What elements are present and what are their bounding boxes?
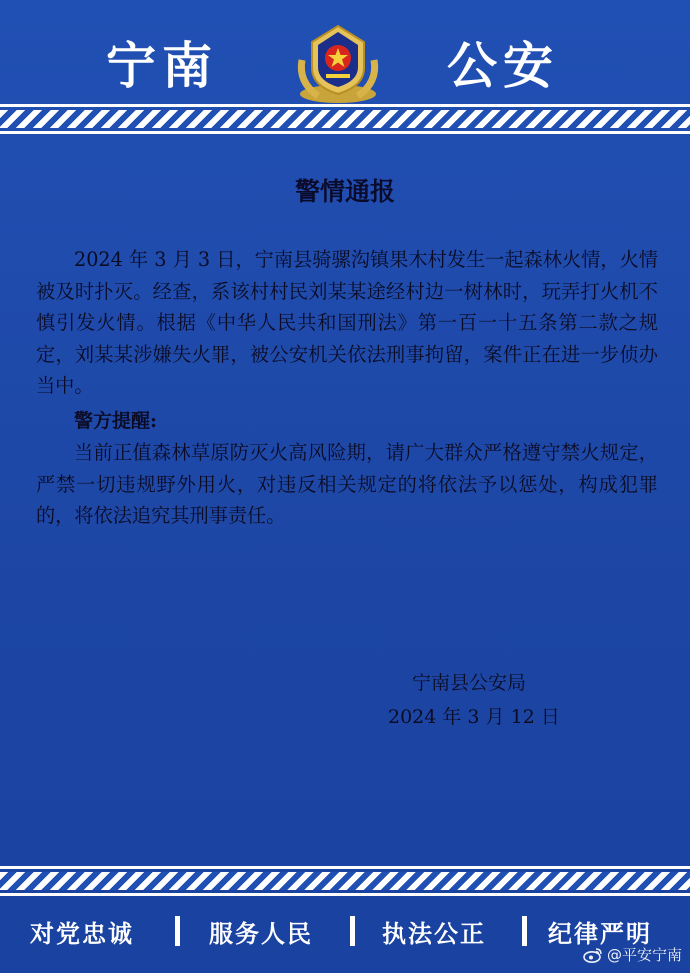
watermark-text: @平安宁南 [606,946,682,964]
divider-line [0,893,690,896]
notice-title: 警情通报 [294,177,395,206]
slogan-separator [522,916,527,946]
header-left-title: 宁南 [106,37,218,95]
slogan-justice: 执法公正 [382,920,486,948]
weibo-icon [583,947,603,963]
slogan-loyalty: 对党忠诚 [30,920,134,948]
slogan-discipline: 纪律严明 [548,920,652,948]
header-right-title: 公安 [447,37,559,95]
notice-paragraph-2: 当前正值森林草原防灭火高风险期，请广大群众严格遵守禁火规定，严禁一切违规野外用火，对违反相关规定的将依法予以惩处，构成犯罪的，将依法追究其刑事责任。 [36,441,658,527]
slogan-separator [175,916,180,946]
watermark [583,944,682,965]
slogan-serve-people: 服务人民 [209,920,313,948]
warning-heading: 警方提醒: [74,410,158,432]
divider-line [0,866,690,869]
divider-line [0,104,690,107]
divider-line [0,131,690,134]
police-emblem-icon [288,20,388,106]
signature-organization: 宁南县公安局 [412,672,527,694]
signature-date: 2024 年 3 月 12 日 [388,706,560,728]
slogan-separator [350,916,355,946]
top-stripe-band [0,110,690,128]
notice-paragraph-1: 2024 年 3 月 3 日，宁南县骑骡沟镇果木村发生一起森林火情，火情被及时扑灭。经查，系该村村民刘某某途经村边一树林时，玩弄打火机不慎引发火情。根据《中华人民共和国刑法》第一百一十五条第二款之规定，刘某某涉嫌失火罪，被公安机关依法刑事拘留，案件正在进一步侦办当中。 [36,248,658,397]
bottom-stripe-band [0,872,690,890]
